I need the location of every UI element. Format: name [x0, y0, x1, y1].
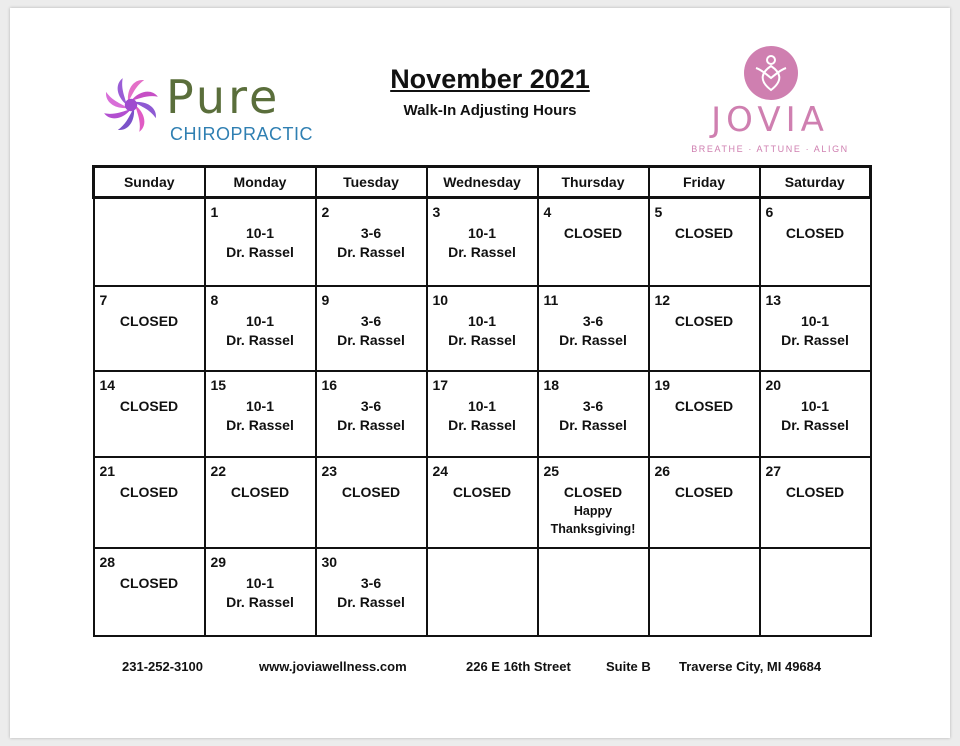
day-status: CLOSED	[119, 397, 179, 414]
day-cell	[205, 198, 316, 286]
weekday-header: Friday	[649, 167, 760, 198]
day-status: CLOSED	[674, 483, 734, 500]
day-number: 3	[432, 204, 441, 220]
day-hours: 10-1	[245, 574, 275, 591]
day-hours: 3-6	[360, 397, 382, 414]
day-number: 22	[210, 462, 227, 479]
day-status: CLOSED	[119, 312, 179, 329]
weekday-header: Tuesday	[316, 167, 427, 198]
day-cell	[94, 457, 205, 548]
day-hours: 10-1	[467, 397, 497, 414]
day-doctor: Dr. Rassel	[448, 331, 516, 348]
day-hours: 3-6	[360, 312, 382, 329]
day-cell-empty	[94, 198, 205, 286]
day-doctor: Dr. Rassel	[559, 416, 627, 433]
week-row	[94, 286, 871, 371]
day-cell-empty	[649, 548, 760, 636]
day-number: 25	[543, 462, 560, 479]
day-hours: 3-6	[360, 574, 382, 591]
day-number: 7	[99, 291, 108, 308]
day-hours: 3-6	[582, 312, 604, 329]
page-title: November 2021	[390, 64, 590, 94]
day-cell	[538, 371, 649, 457]
pure-wordmark: Pure	[166, 70, 281, 124]
day-status: CLOSED	[674, 225, 734, 241]
day-number: 24	[432, 462, 449, 479]
day-number: 10	[432, 291, 449, 308]
day-number: 18	[543, 376, 560, 393]
day-cell	[760, 371, 871, 457]
day-hours: 10-1	[245, 225, 275, 241]
week-row	[94, 198, 871, 286]
weekday-header-row	[94, 167, 871, 198]
day-number: 9	[321, 291, 330, 308]
day-number: 20	[765, 376, 782, 393]
day-number: 17	[432, 376, 449, 393]
day-hours: 10-1	[467, 225, 497, 241]
day-cell	[427, 371, 538, 457]
day-number: 13	[765, 291, 782, 308]
day-status: CLOSED	[563, 483, 623, 500]
lotus-figure-icon	[744, 46, 798, 100]
day-number: 26	[654, 462, 671, 479]
day-doctor: Dr. Rassel	[781, 416, 849, 433]
day-number: 11	[543, 291, 559, 308]
jovia-logo	[670, 42, 880, 162]
day-cell-empty	[760, 548, 871, 636]
weekday-header: Thursday	[538, 167, 649, 198]
day-cell	[760, 198, 871, 286]
day-status: CLOSED	[119, 483, 179, 500]
day-doctor: Dr. Rassel	[226, 593, 294, 610]
day-doctor: Dr. Rassel	[781, 331, 849, 348]
day-number: 27	[765, 462, 782, 479]
day-doctor: Dr. Rassel	[337, 244, 405, 260]
weekday-header: Saturday	[760, 167, 871, 198]
day-doctor: Dr. Rassel	[337, 416, 405, 433]
day-cell	[427, 198, 538, 286]
day-number: 12	[654, 291, 671, 308]
day-doctor: Dr. Rassel	[337, 331, 405, 348]
day-hours: 3-6	[360, 225, 382, 241]
day-hours: 10-1	[245, 312, 275, 329]
day-doctor: Dr. Rassel	[226, 416, 294, 433]
day-cell	[649, 371, 760, 457]
holiday-note: Happy	[573, 503, 613, 518]
day-status: CLOSED	[452, 483, 512, 500]
day-number: 23	[321, 462, 338, 479]
jovia-tagline: BREATHE · ATTUNE · ALIGN	[691, 144, 849, 154]
day-status: CLOSED	[674, 397, 734, 414]
week-row	[94, 371, 871, 457]
day-cell	[316, 198, 427, 286]
day-number: 21	[99, 462, 116, 479]
day-cell	[205, 457, 316, 548]
day-hours: 10-1	[800, 397, 830, 414]
day-cell-empty	[427, 548, 538, 636]
day-cell	[94, 548, 205, 636]
day-number: 4	[543, 204, 552, 220]
day-cell	[427, 457, 538, 548]
day-doctor: Dr. Rassel	[448, 244, 516, 260]
day-cell	[538, 286, 649, 371]
chiropractic-wordmark: CHIROPRACTIC	[170, 124, 314, 144]
holiday-note: Thanksgiving!	[550, 521, 636, 536]
day-doctor: Dr. Rassel	[226, 331, 294, 348]
day-cell-empty	[538, 548, 649, 636]
day-cell	[760, 457, 871, 548]
day-number: 8	[210, 291, 219, 308]
day-number: 30	[321, 553, 338, 570]
day-cell	[538, 198, 649, 286]
day-cell	[316, 548, 427, 636]
day-number: 1	[210, 204, 219, 220]
day-status: CLOSED	[119, 574, 179, 591]
day-hours: 10-1	[800, 312, 830, 329]
weekday-header: Sunday	[94, 167, 205, 198]
day-number: 14	[99, 376, 116, 393]
footer-website[interactable]: www.joviawellness.com	[259, 659, 407, 674]
day-number: 28	[99, 553, 116, 570]
day-number: 19	[654, 376, 671, 393]
day-number: 6	[765, 204, 774, 220]
day-status: CLOSED	[230, 483, 290, 500]
day-cell	[94, 286, 205, 371]
day-status: CLOSED	[785, 225, 845, 241]
page-subtitle: Walk-In Adjusting Hours	[403, 102, 577, 119]
day-cell-thanksgiving	[538, 457, 649, 548]
day-status: CLOSED	[674, 312, 734, 329]
day-cell	[649, 198, 760, 286]
day-hours: 10-1	[245, 397, 275, 414]
day-hours: 10-1	[467, 312, 497, 329]
footer-street: 226 E 16th Street	[466, 659, 571, 674]
day-number: 16	[321, 376, 338, 393]
day-cell	[94, 371, 205, 457]
day-cell	[427, 286, 538, 371]
day-cell	[205, 371, 316, 457]
day-cell	[205, 286, 316, 371]
day-number: 29	[210, 553, 227, 570]
week-row	[94, 457, 871, 548]
footer-phone: 231-252-3100	[122, 659, 203, 674]
day-number: 5	[654, 204, 663, 220]
pinwheel-icon	[100, 74, 162, 136]
day-cell	[760, 286, 871, 371]
footer-suite: Suite B	[606, 659, 651, 674]
footer-city: Traverse City, MI 49684	[679, 659, 822, 674]
day-status: CLOSED	[563, 225, 623, 241]
day-doctor: Dr. Rassel	[337, 593, 405, 610]
weekday-header: Monday	[205, 167, 316, 198]
day-doctor: Dr. Rassel	[448, 416, 516, 433]
weekday-header: Wednesday	[427, 167, 538, 198]
day-cell	[649, 457, 760, 548]
day-cell	[316, 457, 427, 548]
day-hours: 3-6	[582, 397, 604, 414]
day-doctor: Dr. Rassel	[226, 244, 294, 260]
day-cell	[649, 286, 760, 371]
day-cell	[205, 548, 316, 636]
week-row	[94, 548, 871, 636]
jovia-wordmark: JOVIA	[711, 100, 829, 140]
document-page	[10, 8, 950, 738]
day-number: 15	[210, 376, 227, 393]
day-cell	[316, 371, 427, 457]
calendar-table	[92, 165, 872, 637]
pure-chiropractic-logo	[100, 72, 340, 152]
day-number: 2	[321, 204, 330, 220]
day-status: CLOSED	[341, 483, 401, 500]
day-doctor: Dr. Rassel	[559, 331, 627, 348]
day-status: CLOSED	[785, 483, 845, 500]
day-cell	[316, 286, 427, 371]
